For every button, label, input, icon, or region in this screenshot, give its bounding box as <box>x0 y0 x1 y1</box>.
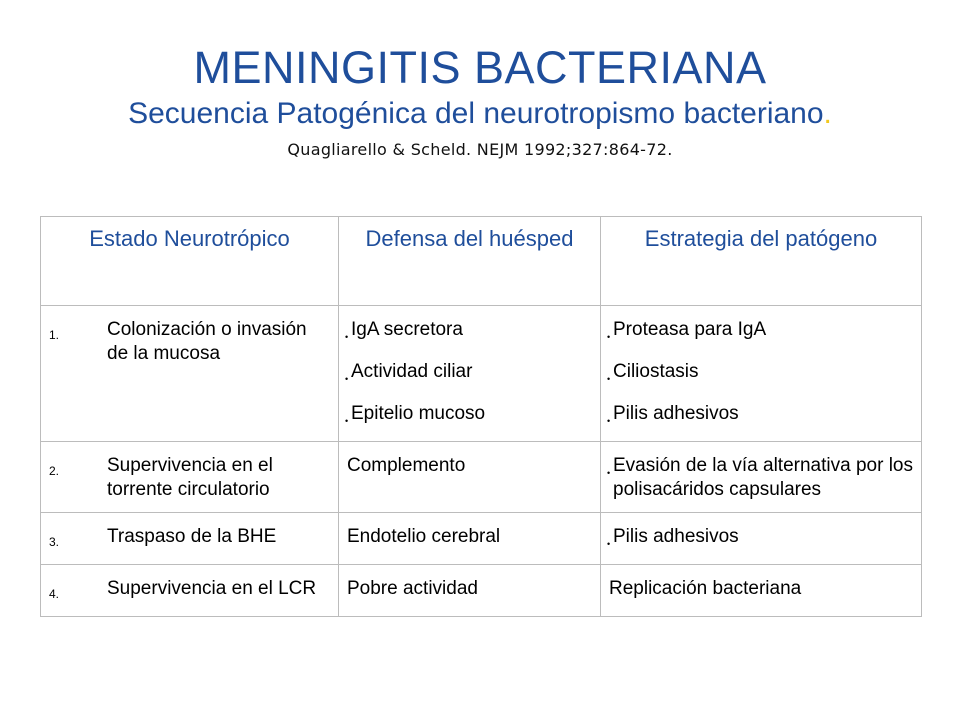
bullet-icon: • <box>607 374 611 384</box>
defense-cell <box>339 565 601 617</box>
table-row <box>41 306 922 442</box>
bullet-icon: • <box>607 416 611 426</box>
header-estado: Estado Neurotrópico <box>41 217 339 306</box>
stage-cell <box>41 513 339 565</box>
header-defensa: Defensa del huésped <box>339 217 601 306</box>
stage-text: Traspaso de la BHE <box>107 526 277 547</box>
bullet-text: Ciliostasis <box>613 361 699 382</box>
bullet-icon: • <box>345 332 349 342</box>
page-title: MENINGITIS BACTERIANA <box>193 42 767 93</box>
citation: Quagliarello & Scheld. NEJM 1992;327:864-72. <box>287 140 673 159</box>
table-row <box>41 513 922 565</box>
row-number: 4. <box>49 587 60 601</box>
row-number: 1. <box>49 328 60 342</box>
bullet-text: Evasión de la vía alternativa por los polisacáridos capsulares <box>613 455 913 500</box>
bullet-text: Proteasa para IgA <box>613 319 767 340</box>
bullet-text: Pilis adhesivos <box>613 526 739 547</box>
table-row <box>41 442 922 513</box>
bullet-icon: • <box>345 374 349 384</box>
subtitle-text: Secuencia Patogénica del neurotropismo bacteriano <box>128 97 824 130</box>
strategy-cell <box>601 565 922 617</box>
subtitle-dot: . <box>823 97 832 130</box>
list-item <box>607 525 913 556</box>
table-row <box>41 565 922 617</box>
bullet-icon: • <box>345 416 349 426</box>
defense-text: Complemento <box>347 455 466 476</box>
title-block <box>0 40 960 159</box>
row-number: 3. <box>49 535 60 549</box>
list-item <box>345 402 592 433</box>
stage-cell <box>41 565 339 617</box>
strategy-text: Replicación bacteriana <box>609 578 802 599</box>
row-number: 2. <box>49 464 60 478</box>
stage-cell <box>41 306 339 442</box>
stage-text: Supervivencia en el torrente circulatorio <box>107 455 273 500</box>
strategy-cell <box>601 306 922 442</box>
list-item <box>607 402 913 433</box>
bullet-text: Pilis adhesivos <box>613 403 739 424</box>
defense-text: Pobre actividad <box>347 578 478 599</box>
stage-text: Supervivencia en el LCR <box>107 578 317 599</box>
bullet-icon: • <box>607 332 611 342</box>
bullet-text: IgA secretora <box>351 319 463 340</box>
stage-cell <box>41 442 339 513</box>
list-item <box>345 360 592 391</box>
stage-text: Colonización o invasión de la mucosa <box>107 319 307 364</box>
bullet-icon: • <box>607 539 611 549</box>
header-estrategia: Estrategia del patógeno <box>601 217 922 306</box>
defense-cell <box>339 513 601 565</box>
strategy-cell <box>601 513 922 565</box>
pathogenesis-table <box>40 216 922 617</box>
bullet-icon: • <box>607 468 611 478</box>
list-item <box>345 318 592 349</box>
defense-text: Endotelio cerebral <box>347 526 501 547</box>
table-header-row <box>41 217 922 306</box>
list-item <box>607 360 913 391</box>
bullet-text: Actividad ciliar <box>351 361 473 382</box>
list-item <box>607 318 913 349</box>
page-subtitle <box>0 96 960 132</box>
list-item <box>607 454 913 502</box>
defense-cell <box>339 306 601 442</box>
defense-cell <box>339 442 601 513</box>
strategy-cell <box>601 442 922 513</box>
bullet-text: Epitelio mucoso <box>351 403 486 424</box>
